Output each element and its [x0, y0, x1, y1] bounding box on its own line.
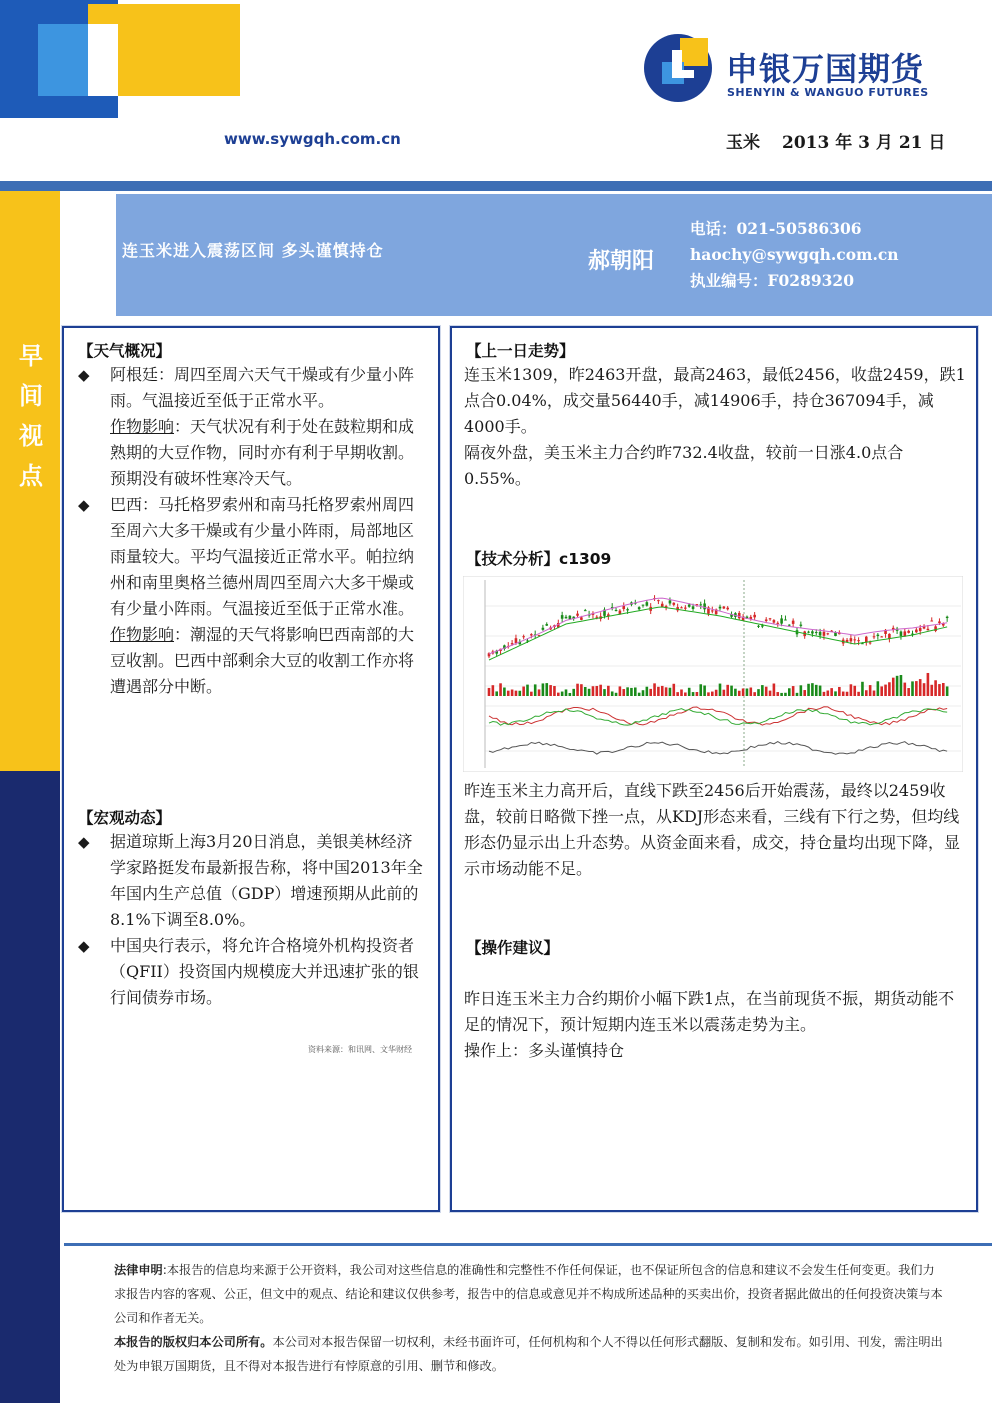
candle-body [765, 619, 768, 621]
candle-body [688, 604, 691, 606]
volume-bar [761, 685, 764, 696]
report-dateline [726, 128, 967, 153]
side-strip-navy [0, 771, 60, 1403]
volume-bar [619, 686, 622, 696]
kline-chart-image [463, 576, 963, 772]
volume-bar [915, 681, 918, 696]
volume-bar [742, 688, 745, 696]
bullet-diamond-icon: ◆ [78, 937, 90, 955]
volume-bar [892, 678, 895, 696]
report-title: 连玉米进入震荡区间 多头谨慎持仓 [122, 241, 384, 260]
volume-bar [900, 675, 903, 696]
volume-bar [557, 693, 560, 696]
volume-bar [495, 691, 498, 696]
candle-body [684, 608, 687, 609]
candle-body [773, 620, 776, 622]
candle-body [638, 607, 641, 609]
volume-bar [757, 689, 760, 696]
candle-body [827, 633, 830, 634]
candle-body [565, 617, 568, 619]
legal-label: 法律申明 [114, 1263, 163, 1277]
weather-argentina: 阿根廷：周四至周六天气干燥或有少量小阵雨。气温接近至低于正常水平。 作物影响：天气状况有利于处在鼓粒期和成熟期的大豆作物，同时亦有利于早期收割。预期没有破坏性寒冷天气。 [110, 365, 415, 488]
candle-body [888, 634, 891, 639]
volume-bar [592, 686, 595, 696]
volume-bar [884, 685, 887, 696]
tech-contract: c1309 [559, 550, 612, 568]
header-decor-white-gap [88, 24, 118, 96]
volume-bar [938, 684, 941, 696]
candle-body [800, 625, 803, 626]
logo-name-cn: 申银万国期货 [726, 50, 925, 88]
volume-bar [622, 689, 625, 696]
candle-body [819, 632, 822, 636]
weather-brazil: 巴西：马托格罗索州和南马托格罗索州周四至周六大多干燥或有少量小阵雨，局部地区雨量较大。平均气温接近正常水平。帕拉纳州和南里奥格兰德州周四至周六大多干燥或有少量小阵雨。气温接近至低于正常水准。 作物影响：潮湿的天气将影响巴西南部的大豆收割。巴西中部剩余大豆的收割工作亦将遭遇部分中断。 [110, 495, 415, 696]
candle-body [850, 638, 853, 641]
volume-bar [830, 688, 833, 696]
volume-bar [503, 687, 506, 696]
volume-bar [796, 693, 799, 696]
candle-body [880, 636, 883, 637]
website-link[interactable]: www.sywgqh.com.cn [224, 130, 401, 148]
candle-body [769, 618, 772, 619]
candle-body [811, 631, 814, 633]
volume-bar [642, 690, 645, 696]
volume-bar [927, 673, 930, 696]
volume-bar [934, 680, 937, 696]
volume-bar [746, 688, 749, 696]
volume-bar [676, 692, 679, 696]
volume-bar [549, 685, 552, 696]
volume-bar [576, 684, 579, 696]
volume-bar [753, 692, 756, 696]
prev-day-paragraph-2: 隔夜外盘，美玉米主力合约昨732.4收盘，较前一日涨4.0点合0.55%。 [464, 443, 904, 488]
crop-impact-label: 作物影响 [110, 417, 175, 436]
candle-body [569, 616, 572, 619]
volume-bar [880, 686, 883, 696]
volume-bar [603, 689, 606, 696]
volume-bar [904, 683, 907, 696]
logo-mark-icon [642, 32, 714, 104]
volume-bar [534, 684, 537, 696]
volume-bar [584, 687, 587, 696]
volume-bar [684, 692, 687, 696]
volume-bar [634, 687, 637, 696]
volume-bar [861, 682, 864, 696]
volume-bar [919, 679, 922, 696]
prev-day-paragraph-1: 连玉米1309，昨2463开盘，最高2463，最低2456，收盘2459，跌1点合0.04%，成交量56440手，减14906手，持仓367094手，减4000手。 [464, 365, 966, 436]
volume-bar [769, 691, 772, 696]
candle-body [907, 631, 910, 633]
copyright-label: 本报告的版权归本公司所有。 [114, 1335, 273, 1349]
volume-bar [653, 683, 656, 696]
candle-body [719, 607, 722, 609]
volume-bar [907, 688, 910, 696]
volume-bar [930, 685, 933, 696]
volume-bar [946, 686, 949, 696]
volume-bar [838, 687, 841, 696]
volume-bar [661, 686, 664, 696]
volume-bar [738, 691, 741, 696]
candle-body [877, 635, 880, 636]
volume-bar [703, 685, 706, 696]
candle-body [738, 613, 741, 618]
volume-bar [545, 683, 548, 696]
volume-bar [599, 685, 602, 696]
candle-body [530, 634, 533, 635]
volume-bar [865, 690, 868, 696]
volume-bar [788, 688, 791, 696]
candle-body [784, 620, 787, 621]
volume-bar [638, 693, 641, 696]
candle-body [930, 621, 933, 622]
source-note: 资料来源：和讯网、文华财经 [308, 1045, 412, 1054]
candle-body [726, 608, 729, 610]
volume-bar [911, 681, 914, 696]
volume-bar [877, 681, 880, 696]
volume-bar [784, 693, 787, 696]
candle-body [576, 614, 579, 616]
author-license: 执业编号：F0289320 [690, 271, 854, 290]
volume-bar [715, 690, 718, 696]
candle-body [561, 615, 564, 619]
bullet-diamond-icon: ◆ [78, 833, 90, 851]
candle-body [823, 632, 826, 636]
candle-body [584, 610, 587, 611]
volume-bar [750, 688, 753, 696]
volume-bar [711, 692, 714, 696]
volume-bar [827, 690, 830, 696]
volume-bar [615, 693, 618, 696]
candle-body [792, 621, 795, 624]
volume-bar [588, 689, 591, 696]
header-rule [0, 181, 992, 191]
candle-body [857, 640, 860, 641]
volume-bar [673, 684, 676, 696]
tech-heading: 【技术分析】c1309 [466, 549, 612, 568]
candle-body [723, 607, 726, 609]
candle-body [646, 602, 649, 606]
volume-bar [792, 686, 795, 696]
volume-bar [776, 692, 779, 696]
volume-bar [607, 686, 610, 696]
volume-bar [942, 683, 945, 696]
candle-body [615, 610, 618, 611]
candle-body [542, 628, 545, 630]
copyright-text: 本公司对本报告保留一切权利，未经书面许可，任何机构和个人不得以任何形式翻版、复制和发布。如引用、刊发，需注明出处为申银万国期货，且不得对本报告进行有悖原意的引用、删节和修改。 [114, 1335, 943, 1373]
volume-bar [596, 686, 599, 696]
volume-bar [630, 688, 633, 696]
volume-bar [680, 689, 683, 696]
candle-body [853, 639, 856, 640]
logo-name-en: SHENYIN & WANGUO FUTURES [727, 86, 929, 99]
candle-body [927, 629, 930, 630]
volume-bar [530, 692, 533, 696]
volume-bar [923, 683, 926, 696]
candle-body [580, 617, 583, 620]
volume-bar [730, 686, 733, 696]
volume-bar [665, 687, 668, 696]
report-product: 玉米 [726, 133, 760, 153]
candle-body [669, 600, 672, 603]
volume-bar [823, 692, 826, 696]
volume-bar [834, 691, 837, 696]
advice-heading: 【操作建议】 [466, 938, 560, 957]
author-email[interactable]: haochy@sywgqh.com.cn [690, 245, 899, 264]
candle-body [692, 606, 695, 609]
volume-bar [696, 692, 699, 696]
volume-bar [553, 686, 556, 696]
legal-text: :本报告的信息均来源于公开资料，我公司对这些信息的准确性和完整性不作任何保证，也不保证所包含的信息和建议不会发生任何变更。我们力求报告内容的客观、公正，但文中的观点、结论和建议仅供参考，报告中的信息或意见并不构成所述品种的买卖出价，投资者据此做出的任何投资决策与本公司和作者无关。 [114, 1263, 943, 1325]
volume-bar [542, 683, 545, 696]
volume-bar [561, 692, 564, 696]
volume-bar [515, 691, 518, 696]
volume-bar [522, 687, 525, 696]
macro-heading: 【宏观动态】 [78, 808, 172, 827]
author-contact [690, 216, 899, 294]
candle-body [515, 638, 518, 643]
volume-bar [580, 684, 583, 696]
volume-bar [819, 686, 822, 696]
volume-bar [572, 689, 575, 696]
candle-body [869, 642, 872, 643]
volume-bar [869, 685, 872, 696]
volume-bar [519, 691, 522, 696]
candle-body [619, 611, 622, 614]
candle-body [680, 607, 683, 608]
volume-bar [719, 684, 722, 696]
volume-bar [626, 687, 629, 696]
volume-bar [492, 685, 495, 696]
legal-rule [64, 1243, 992, 1246]
candle-body [753, 615, 756, 618]
candle-body [807, 632, 810, 633]
volume-bar [565, 689, 568, 696]
candle-body [938, 621, 941, 623]
candle-body [711, 610, 714, 611]
volume-bar [707, 692, 710, 696]
volume-bar [896, 676, 899, 696]
candle-body [545, 624, 548, 626]
volume-bar [765, 687, 768, 696]
volume-bar [773, 684, 776, 696]
candle-body [757, 626, 760, 627]
candle-body [788, 625, 791, 626]
volume-bar [692, 692, 695, 696]
volume-bar [853, 686, 856, 696]
volume-bar [507, 691, 510, 696]
report-date: 2013 年 3 月 21 日 [782, 133, 946, 153]
volume-bar [842, 692, 845, 696]
volume-bar [688, 688, 691, 696]
author-phone: 电话：021-50586306 [690, 219, 862, 238]
volume-bar [488, 688, 491, 696]
volume-bar [815, 685, 818, 696]
candle-body [873, 636, 876, 637]
report-author: 郝朝阳 [588, 248, 655, 274]
candle-body [699, 604, 702, 605]
candle-body [919, 628, 922, 631]
argentina-impact-text: ：天气状况有利于处在鼓粒期和成熟期的大豆作物，同时亦有利于早期收割。预期没有破坏性寒冷天气。 [110, 417, 415, 488]
advice-operation: 操作上：多头谨慎持仓 [464, 1041, 625, 1060]
prev-day-heading: 【上一日走势】 [466, 341, 575, 360]
candle-body [900, 632, 903, 636]
company-logo [642, 32, 932, 106]
volume-bar [800, 685, 803, 696]
candle-body [946, 617, 949, 618]
volume-bar [726, 685, 729, 696]
side-title: 早间视点 [19, 341, 43, 490]
macro-item-1: 据道琼斯上海3月20日消息，美银美林经济学家路挺发布最新报告称，将中国2013年全年国内生产总值（GDP）增速预期从此前的8.1%下调至8.0%。 [110, 832, 423, 929]
candle-body [626, 609, 629, 610]
candle-body [622, 606, 625, 609]
crop-impact-label: 作物影响 [110, 625, 175, 644]
volume-bar [780, 693, 783, 696]
volume-bar [811, 683, 814, 696]
volume-bar [649, 689, 652, 696]
candle-body [596, 617, 599, 618]
volume-bar [807, 684, 810, 696]
candle-body [703, 603, 706, 609]
tech-analysis-text: 昨连玉米主力高开后，直线下跌至2456后开始震荡，最终以2459收盘，较前日略微下挫一点，从KDJ形态来看，三线有下行之势，但均线形态仍显示出上升态势。从资金面来看，成交，持仓量均出现下降，显示市场动能不足。 [464, 781, 961, 878]
candle-body [661, 604, 664, 607]
legal-disclaimer [114, 1258, 944, 1378]
volume-bar [803, 690, 806, 696]
volume-bar [569, 693, 572, 696]
volume-bar [734, 689, 737, 696]
candle-body [657, 600, 660, 601]
volume-bar [611, 691, 614, 696]
volume-bar [657, 687, 660, 696]
candle-body [815, 632, 818, 633]
volume-bar [699, 684, 702, 696]
volume-bar [888, 682, 891, 696]
volume-bar [511, 689, 514, 696]
volume-bar [669, 688, 672, 696]
bullet-diamond-icon: ◆ [78, 496, 90, 514]
advice-text: 昨日连玉米主力合约期价小幅下跌1点，在当前现货不振，期货动能不足的情况下，预计短期内连玉米以震荡走势为主。 [464, 989, 955, 1034]
volume-bar [646, 687, 649, 696]
volume-bar [846, 692, 849, 696]
candle-body [915, 630, 918, 633]
volume-bar [723, 690, 726, 696]
candle-body [846, 640, 849, 642]
volume-bar [873, 691, 876, 696]
bullet-diamond-icon: ◆ [78, 366, 90, 384]
candle-body [776, 623, 779, 624]
volume-bar [538, 689, 541, 696]
brazil-impact-text: ：潮湿的天气将影响巴西南部的大豆收割。巴西中部剩余大豆的收割工作亦将遭遇部分中断。 [110, 625, 415, 696]
volume-bar [499, 683, 502, 696]
candle-body [642, 605, 645, 606]
volume-bar [526, 685, 529, 696]
volume-bar [850, 684, 853, 696]
volume-bar [857, 692, 860, 696]
candle-body [522, 636, 525, 637]
macro-item-2: 中国央行表示，将允许合格境外机构投资者（QFII）投资国内规模庞大并迅速扩张的银行间债券市场。 [110, 936, 419, 1007]
candle-body [673, 603, 676, 605]
candle-body [780, 618, 783, 623]
candle-body [761, 625, 764, 626]
weather-heading: 【天气概况】 [78, 341, 172, 360]
